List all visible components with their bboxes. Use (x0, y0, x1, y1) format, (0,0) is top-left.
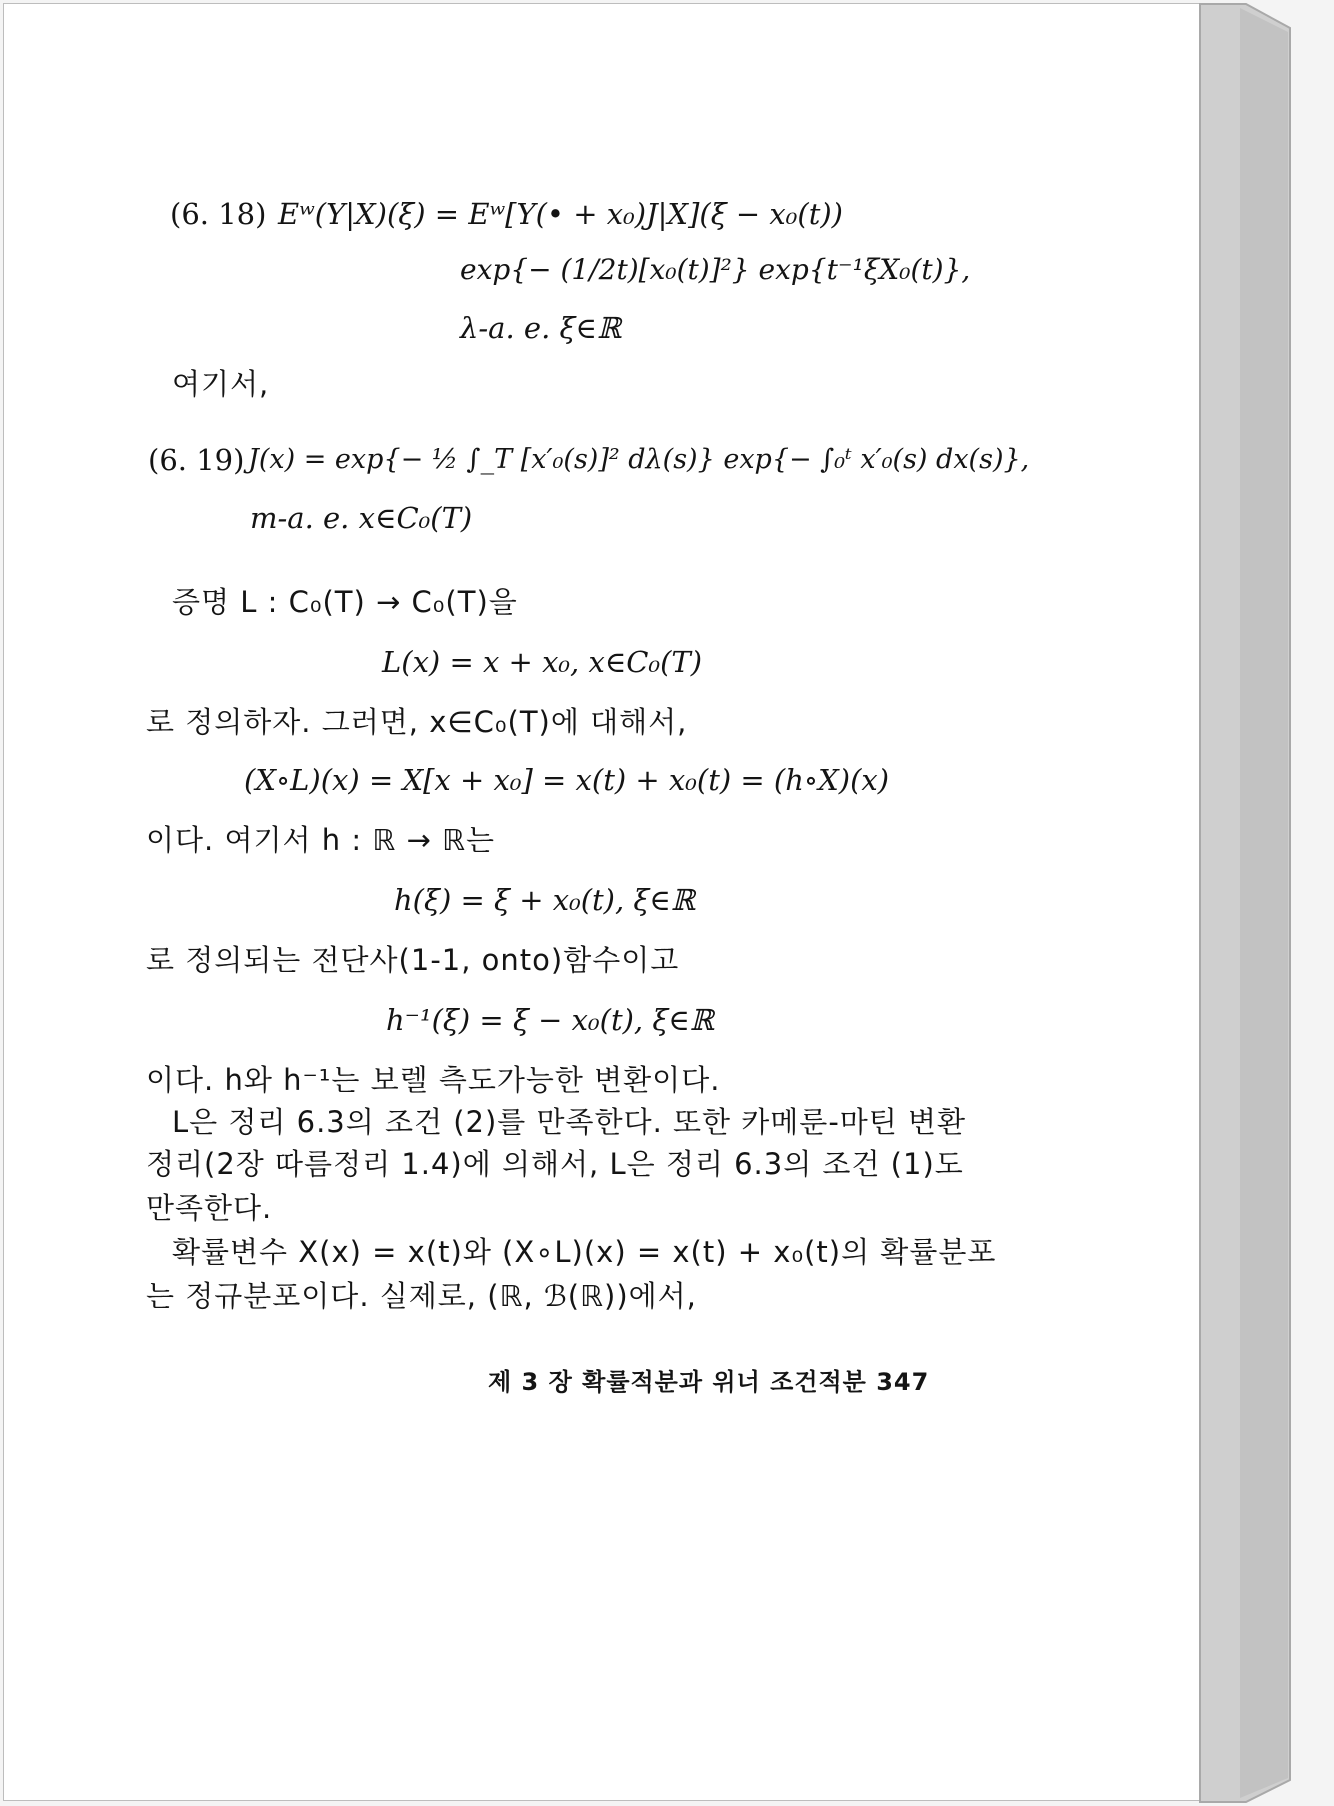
equation-number-6-19: (6. 19) (148, 443, 245, 477)
paragraph-2-line-2: 는 정규분포이다. 실제로, (ℝ, ℬ(ℝ))에서, (146, 1279, 697, 1313)
book-edge (1196, 0, 1334, 1806)
text-here: 이다. 여기서 h : ℝ → ℝ는 (146, 823, 495, 857)
paragraph-2-line-1: 확률변수 X(x) = x(t)와 (X∘L)(x) = x(t) + x₀(t)의 확률분포 (172, 1235, 997, 1269)
equation-6-19-line-2: m-a. e. x∈C₀(T) (250, 501, 473, 535)
equation-number-6-18: (6. 18) (170, 197, 267, 231)
equation-X-circ-L: (X∘L)(x) = X[x + x₀] = x(t) + x₀(t) = (h∘X)(x) (244, 763, 890, 797)
equation-h: h(ξ) = ξ + x₀(t), ξ∈ℝ (394, 883, 695, 917)
equation-6-18-line-1: Eʷ(Y|X)(ξ) = Eʷ[Y(• + x₀)J|X](ξ − x₀(t)) (278, 197, 843, 231)
page-footer: 제 3 장 확률적분과 위너 조건적분 347 (488, 1368, 930, 1396)
paragraph-1-line-3: 만족한다. (146, 1191, 273, 1225)
paragraph-1-line-2: 정리(2장 따름정리 1.4)에 의해서, L은 정리 6.3의 조건 (1)도 (146, 1147, 964, 1181)
equation-h-inverse: h⁻¹(ξ) = ξ − x₀(t), ξ∈ℝ (386, 1003, 714, 1037)
equation-6-18-line-3: λ-a. e. ξ∈ℝ (460, 311, 622, 345)
text-define: 로 정의하자. 그러면, x∈C₀(T)에 대해서, (146, 705, 688, 739)
equation-L: L(x) = x + x₀, x∈C₀(T) (382, 645, 703, 679)
text-borel: 이다. h와 h⁻¹는 보렐 측도가능한 변환이다. (146, 1063, 721, 1097)
text-proof: 증명 L : C₀(T) → C₀(T)을 (172, 585, 518, 619)
paragraph-1-line-1: L은 정리 6.3의 조건 (2)를 만족한다. 또한 카메룬-마틴 변환 (172, 1105, 967, 1139)
equation-6-18-line-2: exp{− (1/2t)[x₀(t)]²} exp{t⁻¹ξX₀(t)}, (460, 253, 971, 286)
text-bijection: 로 정의되는 전단사(1-1, onto)함수이고 (146, 943, 680, 977)
text-where: 여기서, (172, 367, 270, 401)
equation-6-19-line-1: J(x) = exp{− ½ ∫_T [x′₀(s)]² dλ(s)} exp{− ∫₀ᵗ x′₀(s) dx(s)}, (248, 444, 1030, 475)
